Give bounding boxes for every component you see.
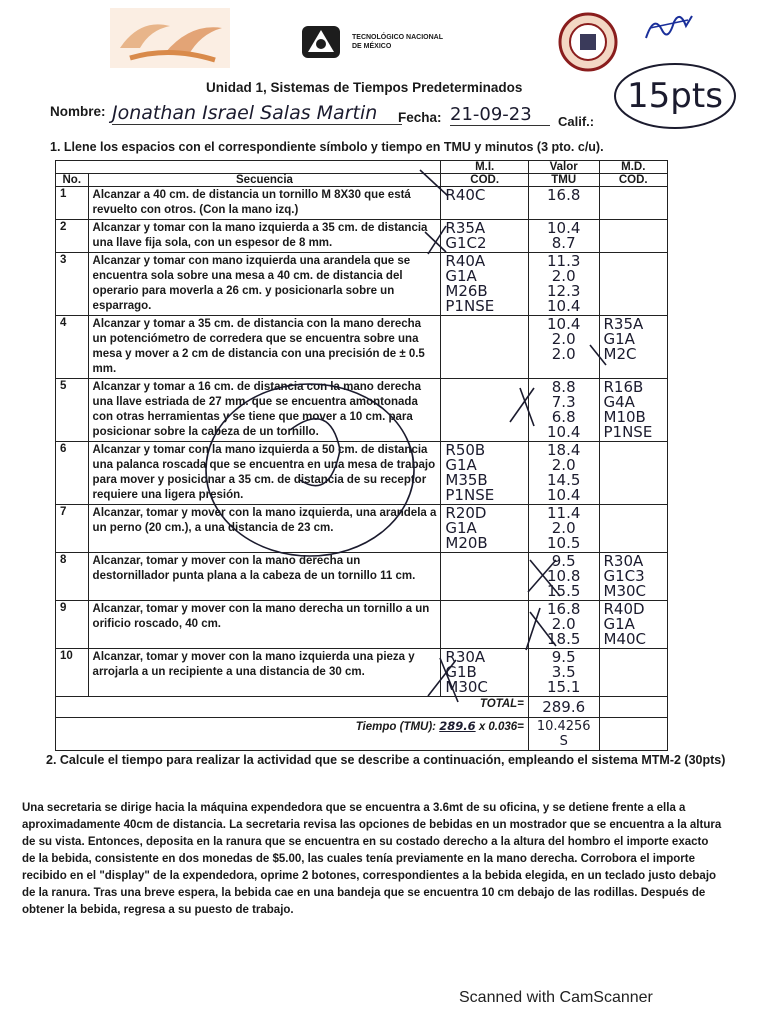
total-blank <box>599 697 668 718</box>
row-mi-codes <box>441 220 529 253</box>
tmu-value: 18.4 <box>547 441 581 459</box>
row-number: 6 <box>56 442 89 505</box>
row-md-codes <box>599 442 668 505</box>
md-code: M40C <box>603 630 647 648</box>
row-tmu-values <box>528 316 599 379</box>
tmu-value: 10.4 <box>547 486 581 504</box>
table-row <box>56 553 668 601</box>
table-header-row-2 <box>56 174 668 187</box>
tiempo-result: 10.4256 S <box>528 718 599 751</box>
table-row <box>56 505 668 553</box>
row-sequence: Alcanzar, tomar y mover con la mano izquierda una pieza y arrojarla a un recipiente a una distancia de 30 cm. <box>88 649 441 697</box>
tmu-value: 2.0 <box>551 615 576 633</box>
header-blank <box>56 161 441 174</box>
row-md-codes <box>599 379 668 442</box>
mi-code: G1A <box>445 267 477 285</box>
mtm-table <box>55 160 668 751</box>
md-code: M10B <box>603 408 646 426</box>
tmu-value: 8.8 <box>551 378 576 396</box>
row-mi-codes <box>441 442 529 505</box>
md-code: G1A <box>603 615 635 633</box>
tmu-value: 15.5 <box>547 582 581 600</box>
mi-code: G1B <box>445 663 477 681</box>
header-md: M.D. <box>599 161 668 174</box>
row-tmu-values <box>528 379 599 442</box>
header-mi-cod: COD. <box>441 174 529 187</box>
tmu-value: 10.4 <box>547 315 581 333</box>
row-md-codes <box>599 316 668 379</box>
md-code: M30C <box>603 582 647 600</box>
tmu-value: 16.8 <box>547 186 581 204</box>
row-tmu-values <box>528 442 599 505</box>
mi-code: P1NSE <box>445 297 495 315</box>
header-md-cod: COD. <box>599 174 668 187</box>
tmu-value: 15.1 <box>547 678 581 696</box>
row-number: 3 <box>56 253 89 316</box>
table-row <box>56 253 668 316</box>
row-mi-codes <box>441 379 529 442</box>
table-row <box>56 379 668 442</box>
row-mi-codes <box>441 253 529 316</box>
mi-code: G1A <box>445 519 477 537</box>
tmu-value: 16.8 <box>547 600 581 618</box>
row-tmu-values <box>528 505 599 553</box>
date-label: Fecha: <box>398 110 442 125</box>
md-code: G1A <box>603 330 635 348</box>
md-code: R35A <box>603 315 644 333</box>
mi-code: R40C <box>445 186 486 204</box>
tmu-value: 10.5 <box>547 534 581 552</box>
date-value: 21-09-23 <box>450 104 550 126</box>
row-sequence: Alcanzar, tomar y mover con la mano derecha un destornillador punta plana a la cabeza de un tornillo 11 cm. <box>88 553 441 601</box>
mi-code: M35B <box>445 471 488 489</box>
mi-code: M20B <box>445 534 488 552</box>
row-md-codes <box>599 220 668 253</box>
header-tmu: TMU <box>528 174 599 187</box>
tmu-value: 2.0 <box>551 456 576 474</box>
unit-title: Unidad 1, Sistemas de Tiempos Predeterminados <box>206 80 523 95</box>
header-mi: M.I. <box>441 161 529 174</box>
mi-code: R40A <box>445 252 486 270</box>
problem-paragraph: Una secretaria se dirige hacia la máquina expendedora que se encuentra a 3.6mt de su oficina, y se detiene frente a ella a aproximadamente 40cm de distancia. La secretaria revisa las opciones de bebidas en un mostrador que se encuentra a la altura de su vista. Entonces, deposita en la ranura que se encuentra en su costado derecho a la altura del hombro el importe exacto de la bebida, consistente en dos monedas de $5.00, las cuales tenía previamente en la mano derecha. Corrobora el importe recibido en el "display" de la expendedora, oprime 2 botones, correspondientes a la bebida elegida, en un teclado justo debajo de la ranura. Tras una breve espera, la bebida cae en una bandeja que se encuentra 10 cm debajo de las rodillas. Después de obtener la bebida, regresa a su puesto de trabajo. <box>22 802 722 916</box>
tiempo-label <box>56 718 529 751</box>
mi-code: G1C2 <box>445 234 487 252</box>
tiempo-row <box>56 718 668 751</box>
tiempo-value: 289.6 <box>439 719 476 733</box>
tmu-value: 9.5 <box>551 648 576 666</box>
table-row <box>56 601 668 649</box>
table-body <box>56 187 668 697</box>
row-mi-codes <box>441 601 529 649</box>
tmu-value: 2.0 <box>551 330 576 348</box>
row-number: 7 <box>56 505 89 553</box>
mi-code: M30C <box>445 678 488 696</box>
instruction-2: 2. Calcule el tiempo para realizar la actividad que se describe a continuación, empleando el sistema MTM-2 (30pts) <box>46 753 726 767</box>
grade-label: Calif.: <box>558 114 595 129</box>
signature-icon <box>640 8 696 44</box>
row-tmu-values <box>528 649 599 697</box>
row-number: 4 <box>56 316 89 379</box>
tmu-value: 12.3 <box>547 282 581 300</box>
row-tmu-values <box>528 220 599 253</box>
tmu-value: 18.5 <box>547 630 581 648</box>
row-md-codes <box>599 505 668 553</box>
tecnm-logo <box>296 22 452 62</box>
row-mi-codes <box>441 316 529 379</box>
table-row <box>56 220 668 253</box>
md-code: R30A <box>603 552 644 570</box>
table-header-row-1 <box>56 161 668 174</box>
tmu-value: 11.3 <box>547 252 581 270</box>
mi-code: G1A <box>445 456 477 474</box>
grade-value: 15pts <box>627 76 723 116</box>
header-secuencia: Secuencia <box>88 174 441 187</box>
row-tmu-values <box>528 187 599 220</box>
name-label: Nombre: <box>50 104 106 119</box>
total-label: TOTAL= <box>56 697 529 718</box>
mi-code: R35A <box>445 219 486 237</box>
row-tmu-values <box>528 601 599 649</box>
tmu-value: 2.0 <box>551 345 576 363</box>
tmu-value: 10.8 <box>547 567 581 585</box>
row-number: 2 <box>56 220 89 253</box>
header-no: No. <box>56 174 89 187</box>
name-value: Jonathan Israel Salas Martin <box>112 102 402 125</box>
row-number: 1 <box>56 187 89 220</box>
tmu-value: 3.5 <box>551 663 576 681</box>
mi-code: R50B <box>445 441 486 459</box>
row-mi-codes <box>441 649 529 697</box>
tiempo-blank <box>599 718 668 751</box>
row-number: 8 <box>56 553 89 601</box>
header-valor: Valor <box>528 161 599 174</box>
row-mi-codes <box>441 553 529 601</box>
tmu-value: 6.8 <box>551 408 576 426</box>
tmu-value: 10.4 <box>547 297 581 315</box>
md-code: R40D <box>603 600 645 618</box>
row-number: 10 <box>56 649 89 697</box>
school-logo-icon <box>110 8 230 68</box>
row-sequence: Alcanzar y tomar con mano izquierda una arandela que se encuentra sola sobre una mesa a 40 cm. de distancia del operario para moverla a 26 cm. y posicionarla sobre un esparrago. <box>88 253 441 316</box>
tmu-value: 8.7 <box>551 234 576 252</box>
tmu-value: 7.3 <box>551 393 576 411</box>
institution-name: TECNOLÓGICO NACIONAL DE MÉXICO <box>352 34 443 50</box>
instruction-1: 1. Llene los espacios con el correspondiente símbolo y tiempo en TMU y minutos (3 pto. c/u). <box>50 140 604 154</box>
institution-seal-icon <box>558 12 618 72</box>
row-sequence: Alcanzar y tomar con la mano izquierda a 50 cm. de distancia una palanca roscada que se encuentra en una mesa de trabajo para mover y posicionar a 35 cm. de distancia de su receptor requiere una ligera presión. <box>88 442 441 505</box>
tmu-value: 2.0 <box>551 267 576 285</box>
md-code: R16B <box>603 378 644 396</box>
tmu-value: 10.4 <box>547 423 581 441</box>
row-sequence: Alcanzar, tomar y mover con la mano derecha un tornillo a un orificio roscado, 40 cm. <box>88 601 441 649</box>
row-number: 9 <box>56 601 89 649</box>
md-code: G4A <box>603 393 635 411</box>
tecnm-emblem-icon <box>296 22 346 62</box>
table-row <box>56 649 668 697</box>
mi-code: P1NSE <box>445 486 495 504</box>
tiempo-label-pre: Tiempo (TMU): <box>355 721 437 733</box>
grade-circle <box>610 48 740 134</box>
tmu-value: 2.0 <box>551 519 576 537</box>
row-number: 5 <box>56 379 89 442</box>
row-md-codes <box>599 649 668 697</box>
row-md-codes <box>599 553 668 601</box>
row-md-codes <box>599 253 668 316</box>
camscanner-footer: Scanned with CamScanner <box>459 989 653 1006</box>
row-mi-codes <box>441 505 529 553</box>
row-sequence: Alcanzar y tomar a 16 cm. de distancia con la mano derecha una llave estriada de 27 mm. que se encuentra amontonada con otras herramientas y se tiene que mover a 10 cm. para posicionar sobre la cabeza de un tornillo. <box>88 379 441 442</box>
table-row <box>56 442 668 505</box>
row-sequence: Alcanzar y tomar a 35 cm. de distancia con la mano derecha un potenciómetro de corredera que se encuentra sobre una mesa y mover a 2 cm de distancia con una precisión de ± 0.5 mm. <box>88 316 441 379</box>
table-row <box>56 316 668 379</box>
row-sequence: Alcanzar a 40 cm. de distancia un tornillo M 8X30 que está revuelto con otros. (Con la mano izq.) <box>88 187 441 220</box>
tmu-value: 14.5 <box>547 471 581 489</box>
md-code: G1C3 <box>603 567 645 585</box>
row-tmu-values <box>528 253 599 316</box>
tiempo-label-post: x 0.036= <box>478 721 524 733</box>
row-sequence: Alcanzar y tomar con la mano izquierda a 35 cm. de distancia una llave fija sola, con un espesor de 8 mm. <box>88 220 441 253</box>
row-md-codes <box>599 187 668 220</box>
md-code: M2C <box>603 345 637 363</box>
total-row <box>56 697 668 718</box>
mi-code: R30A <box>445 648 486 666</box>
mi-code: R20D <box>445 504 487 522</box>
mi-code: M26B <box>445 282 488 300</box>
total-value: 289.6 <box>528 697 599 718</box>
tmu-value: 9.5 <box>551 552 576 570</box>
tmu-value: 10.4 <box>547 219 581 237</box>
tmu-value: 11.4 <box>547 504 581 522</box>
md-code: P1NSE <box>603 423 653 441</box>
row-sequence: Alcanzar, tomar y mover con la mano izquierda, una arandela a un perno (20 cm.), a una distancia de 23 cm. <box>88 505 441 553</box>
table-row <box>56 187 668 220</box>
row-mi-codes <box>441 187 529 220</box>
row-md-codes <box>599 601 668 649</box>
row-tmu-values <box>528 553 599 601</box>
